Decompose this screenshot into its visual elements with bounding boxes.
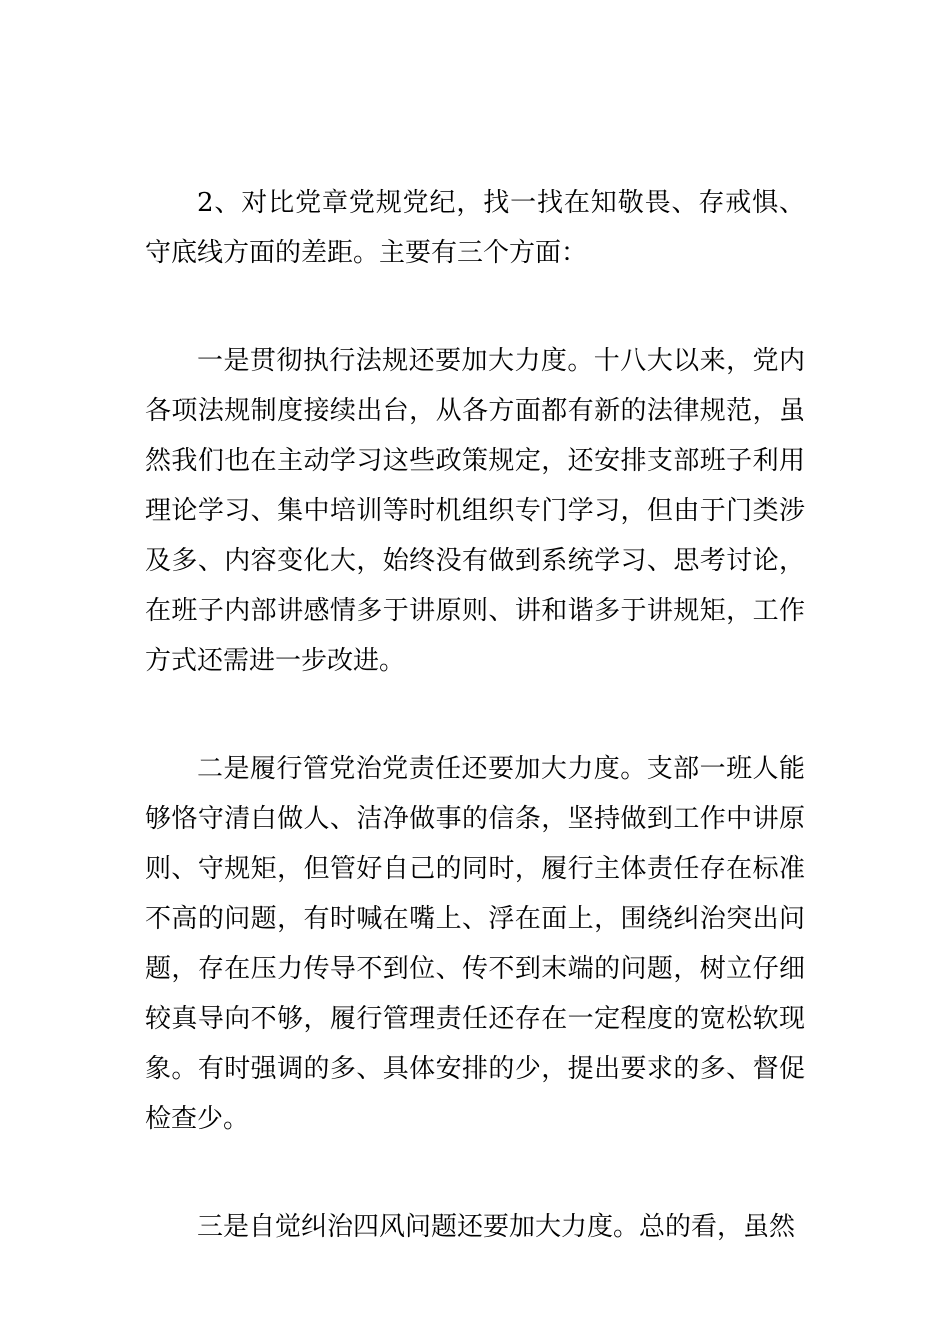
- paragraph-point-two: 二是履行管党治党责任还要加大力度。支部一班人能够恪守清白做人、洁净做事的信条，坚持做到工作中讲原则、守规矩，但管好自己的同时，履行主体责任存在标准不高的问题，有时喊在嘴上、浮在面上，围绕纠治突出问题，存在压力传导不到位、传不到末端的问题，树立仔细较真导向不够，履行管理责任还存在一定程度的宽松软现象。有时强调的多、具体安排的少，提出要求的多、督促检查少。: [145, 754, 805, 1134]
- paragraph-point-three: 三是自觉纠治四风问题还要加大力度。总的看，虽然: [197, 1212, 796, 1242]
- paragraph-section-2-intro: 2、对比党章党规党纪，找一找在知敬畏、存戒惧、守底线方面的差距。主要有三个方面：: [145, 188, 805, 268]
- document-body: [145, 178, 805, 1310]
- paragraph-point-one: 一是贯彻执行法规还要加大力度。十八大以来，党内各项法规制度接续出台，从各方面都有新的法律规范，虽然我们也在主动学习这些政策规定，还安排支部班子利用理论学习、集中培训等时机组织专门学习，但由于门类涉及多、内容变化大，始终没有做到系统学习、思考讨论，在班子内部讲感情多于讲原则、讲和谐多于讲规矩，工作方式还需进一步改进。: [145, 346, 805, 676]
